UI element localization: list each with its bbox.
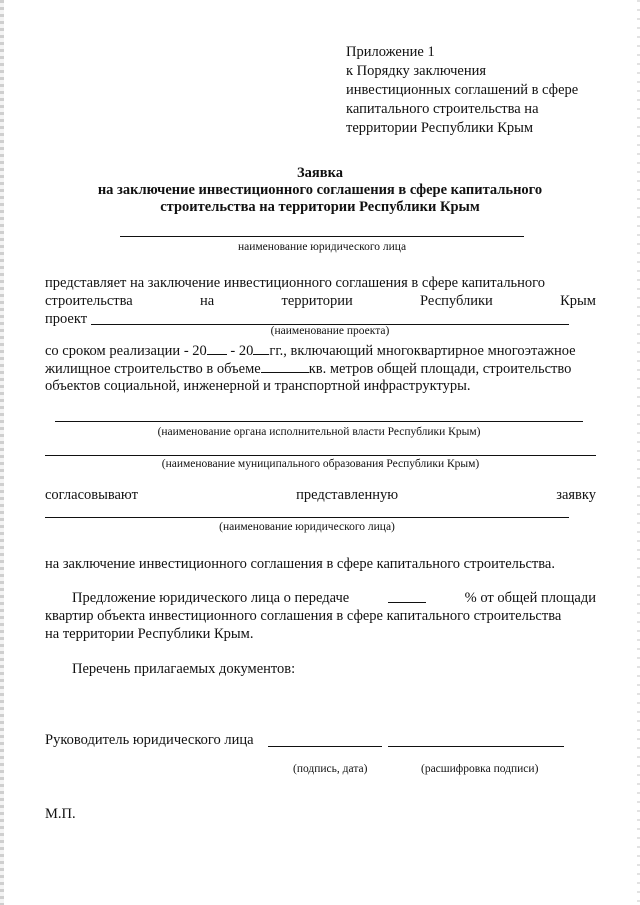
para1-line-1: представляет на заключение инвестиционного соглашения в сфере капитального <box>45 275 546 291</box>
caption-authority: (наименование органа исполнительной власти Республики Крым) <box>157 426 481 438</box>
caption-legal-entity: наименование юридического лица <box>237 241 407 253</box>
year-end-blank[interactable] <box>253 341 269 355</box>
para4-line-2: квартир объекта инвестиционного соглашения в сфере капитального строительства <box>45 608 562 624</box>
para2-line-3: объектов социальной, инженерной и транспортной инфраструктуры. <box>45 378 471 394</box>
documents-list-label: Перечень прилагаемых документов: <box>72 661 296 677</box>
para2-line-1 <box>45 341 576 360</box>
term-mid-text: - 20 <box>226 343 254 359</box>
signature-label: Руководитель юридического лица <box>45 732 254 748</box>
document-title: Заявка <box>297 165 343 181</box>
appendix-line-3: инвестиционных соглашений в сфере <box>346 82 579 98</box>
caption-legal-entity-2: (наименование юридического лица) <box>219 521 395 533</box>
document-subtitle-2: строительства на территории Республики Крым <box>160 199 480 215</box>
caption-signature-decode: (расшифровка подписи) <box>421 763 539 775</box>
caption-project: (наименование проекта) <box>270 325 390 337</box>
signature-line[interactable] <box>268 746 382 747</box>
para1-word-1: строительства <box>45 293 133 309</box>
legal-entity-line <box>120 236 524 237</box>
caption-municipality: (наименование муниципального образования Республики Крым) <box>161 458 480 470</box>
caption-signature-date: (подпись, дата) <box>293 763 368 775</box>
agree-word-3: заявку <box>556 487 596 503</box>
agree-word-1: согласовывают <box>45 487 138 503</box>
para4-line-1 <box>72 589 596 608</box>
agree-line <box>45 486 596 504</box>
para1-line-2 <box>45 292 596 310</box>
volume-unit-text: кв. метров общей площади, строительство <box>308 361 572 377</box>
para4-text-b: % от общей площади <box>464 590 596 606</box>
agree-word-2: представленную <box>296 487 399 503</box>
appendix-line-2: к Порядку заключения <box>346 63 487 79</box>
para1-word-2: на <box>200 293 215 309</box>
legal-entity-line-2[interactable] <box>45 517 569 518</box>
signature-decode-line[interactable] <box>388 746 564 747</box>
appendix-line-5: территории Республики Крым <box>346 120 534 136</box>
para3: на заключение инвестиционного соглашения в сфере капитального строительства. <box>45 556 555 572</box>
term-end-text: гг., включающий многоквартирное многоэтажное <box>269 343 576 359</box>
term-start-text: со сроком реализации - 20 <box>45 343 207 359</box>
para4-line-3: на территории Республики Крым. <box>45 626 254 642</box>
para2-line-2 <box>45 359 571 378</box>
para4-text-a: Предложение юридического лица о передаче <box>72 590 350 606</box>
stamp-place-label: М.П. <box>45 806 76 822</box>
para1-word-4: Республики <box>420 293 493 309</box>
para1-word-3: территории <box>281 293 353 309</box>
authority-line[interactable] <box>55 421 583 422</box>
volume-text: жилищное строительство в объеме <box>45 361 261 377</box>
appendix-line-1: Приложение 1 <box>346 44 435 60</box>
project-label: проект <box>45 311 88 327</box>
year-start-blank[interactable] <box>207 341 227 355</box>
share-percent-blank[interactable] <box>388 589 426 603</box>
para1-word-5: Крым <box>560 293 596 309</box>
appendix-line-4: капитального строительства на <box>346 101 539 117</box>
municipality-line[interactable] <box>45 455 596 456</box>
document-subtitle-1: на заключение инвестиционного соглашения в сфере капитального <box>97 182 543 198</box>
volume-blank[interactable] <box>261 359 309 373</box>
scan-edge-left <box>0 0 4 905</box>
